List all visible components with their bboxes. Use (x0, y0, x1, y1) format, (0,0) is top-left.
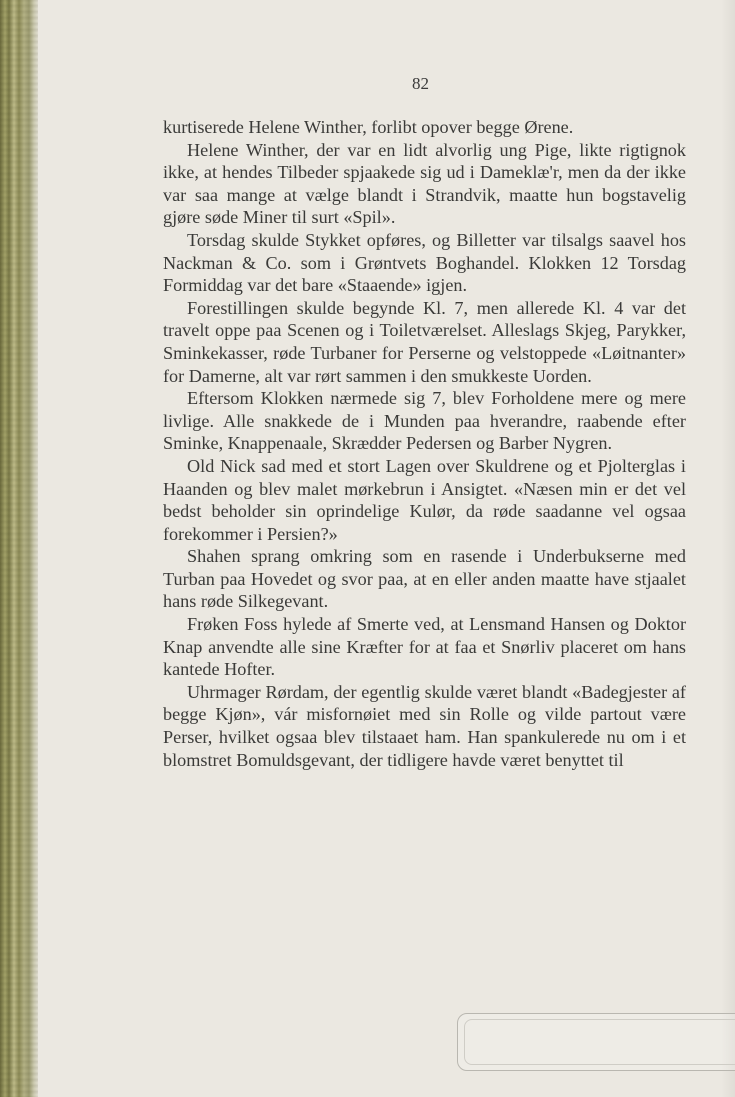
page-edge-shadow (721, 0, 735, 1097)
paragraph: Shahen sprang omkring som en rasende i Underbukserne med Turban paa Hovedet og svor paa, at en eller anden maatte have stjaalet hans røde Silkegevant. (163, 546, 686, 612)
paragraph: Forestillingen skulde begynde Kl. 7, men allerede Kl. 4 var det travelt oppe paa Scenen og i Toiletværelset. Alleslags Skjeg, Parykker, Sminkekasser, røde Turbaner for Perserne og velstoppede «Løitnanter» for Damerne, alt var rørt sammen i den smukkeste Uorden. (163, 297, 686, 386)
paragraph: Uhrmager Rørdam, der egentlig skulde været blandt «Badegjester af begge Kjøn», vár misfornøiet med sin Rolle og vilde partout være Perser, hvilket ogsaa blev tilstaaet ham. Han spankulerede nu om i et blomstret Bomuldsgevant, der tidligere havde været benyttet til (163, 681, 686, 770)
page-number: 82 (412, 74, 429, 93)
body-text (163, 116, 686, 771)
library-label-outline (457, 1013, 735, 1071)
paragraph: Frøken Foss hylede af Smerte ved, at Lensmand Hansen og Doktor Knap anvendte alle sine Kræfter for at faa et Snørliv placeret om hans kantede Hofter. (163, 614, 686, 680)
paragraph: Eftersom Klokken nærmede sig 7, blev Forholdene mere og mere livlige. Alle snakkede de i Munden paa hverandre, raabende efter Sminke, Knappenaale, Skrædder Pedersen og Barber Nygren. (163, 388, 686, 454)
paragraph: Helene Winther, der var en lidt alvorlig ung Pige, likte rigtignok ikke, at hendes Tilbeder spjaakede sig ud i Dameklæ'r, men da der ikke var saa mange at vælge blandt i Strandvik, maatte hun bogstavelig gjøre søde Miner til surt «Spil». (163, 139, 686, 228)
spine-shading (0, 0, 38, 1097)
paragraph: Torsdag skulde Stykket opføres, og Billetter var tilsalgs saavel hos Nackman & Co. som i Grøntvets Boghandel. Klokken 12 Torsdag Formiddag var det bare «Staaende» igjen. (163, 229, 686, 296)
paragraph: Old Nick sad med et stort Lagen over Skuldrene og et Pjolterglas i Haanden og blev malet mørkebrun i Ansigtet. «Næsen min er det vel bedst beholder sin oprindelige Kulør, da røde saadanne vel ogsaa forekommer i Persien?» (163, 455, 686, 544)
paragraph: kurtiserede Helene Winther, forlibt opover begge Ørene. (163, 117, 574, 137)
library-label-inner (464, 1019, 735, 1065)
